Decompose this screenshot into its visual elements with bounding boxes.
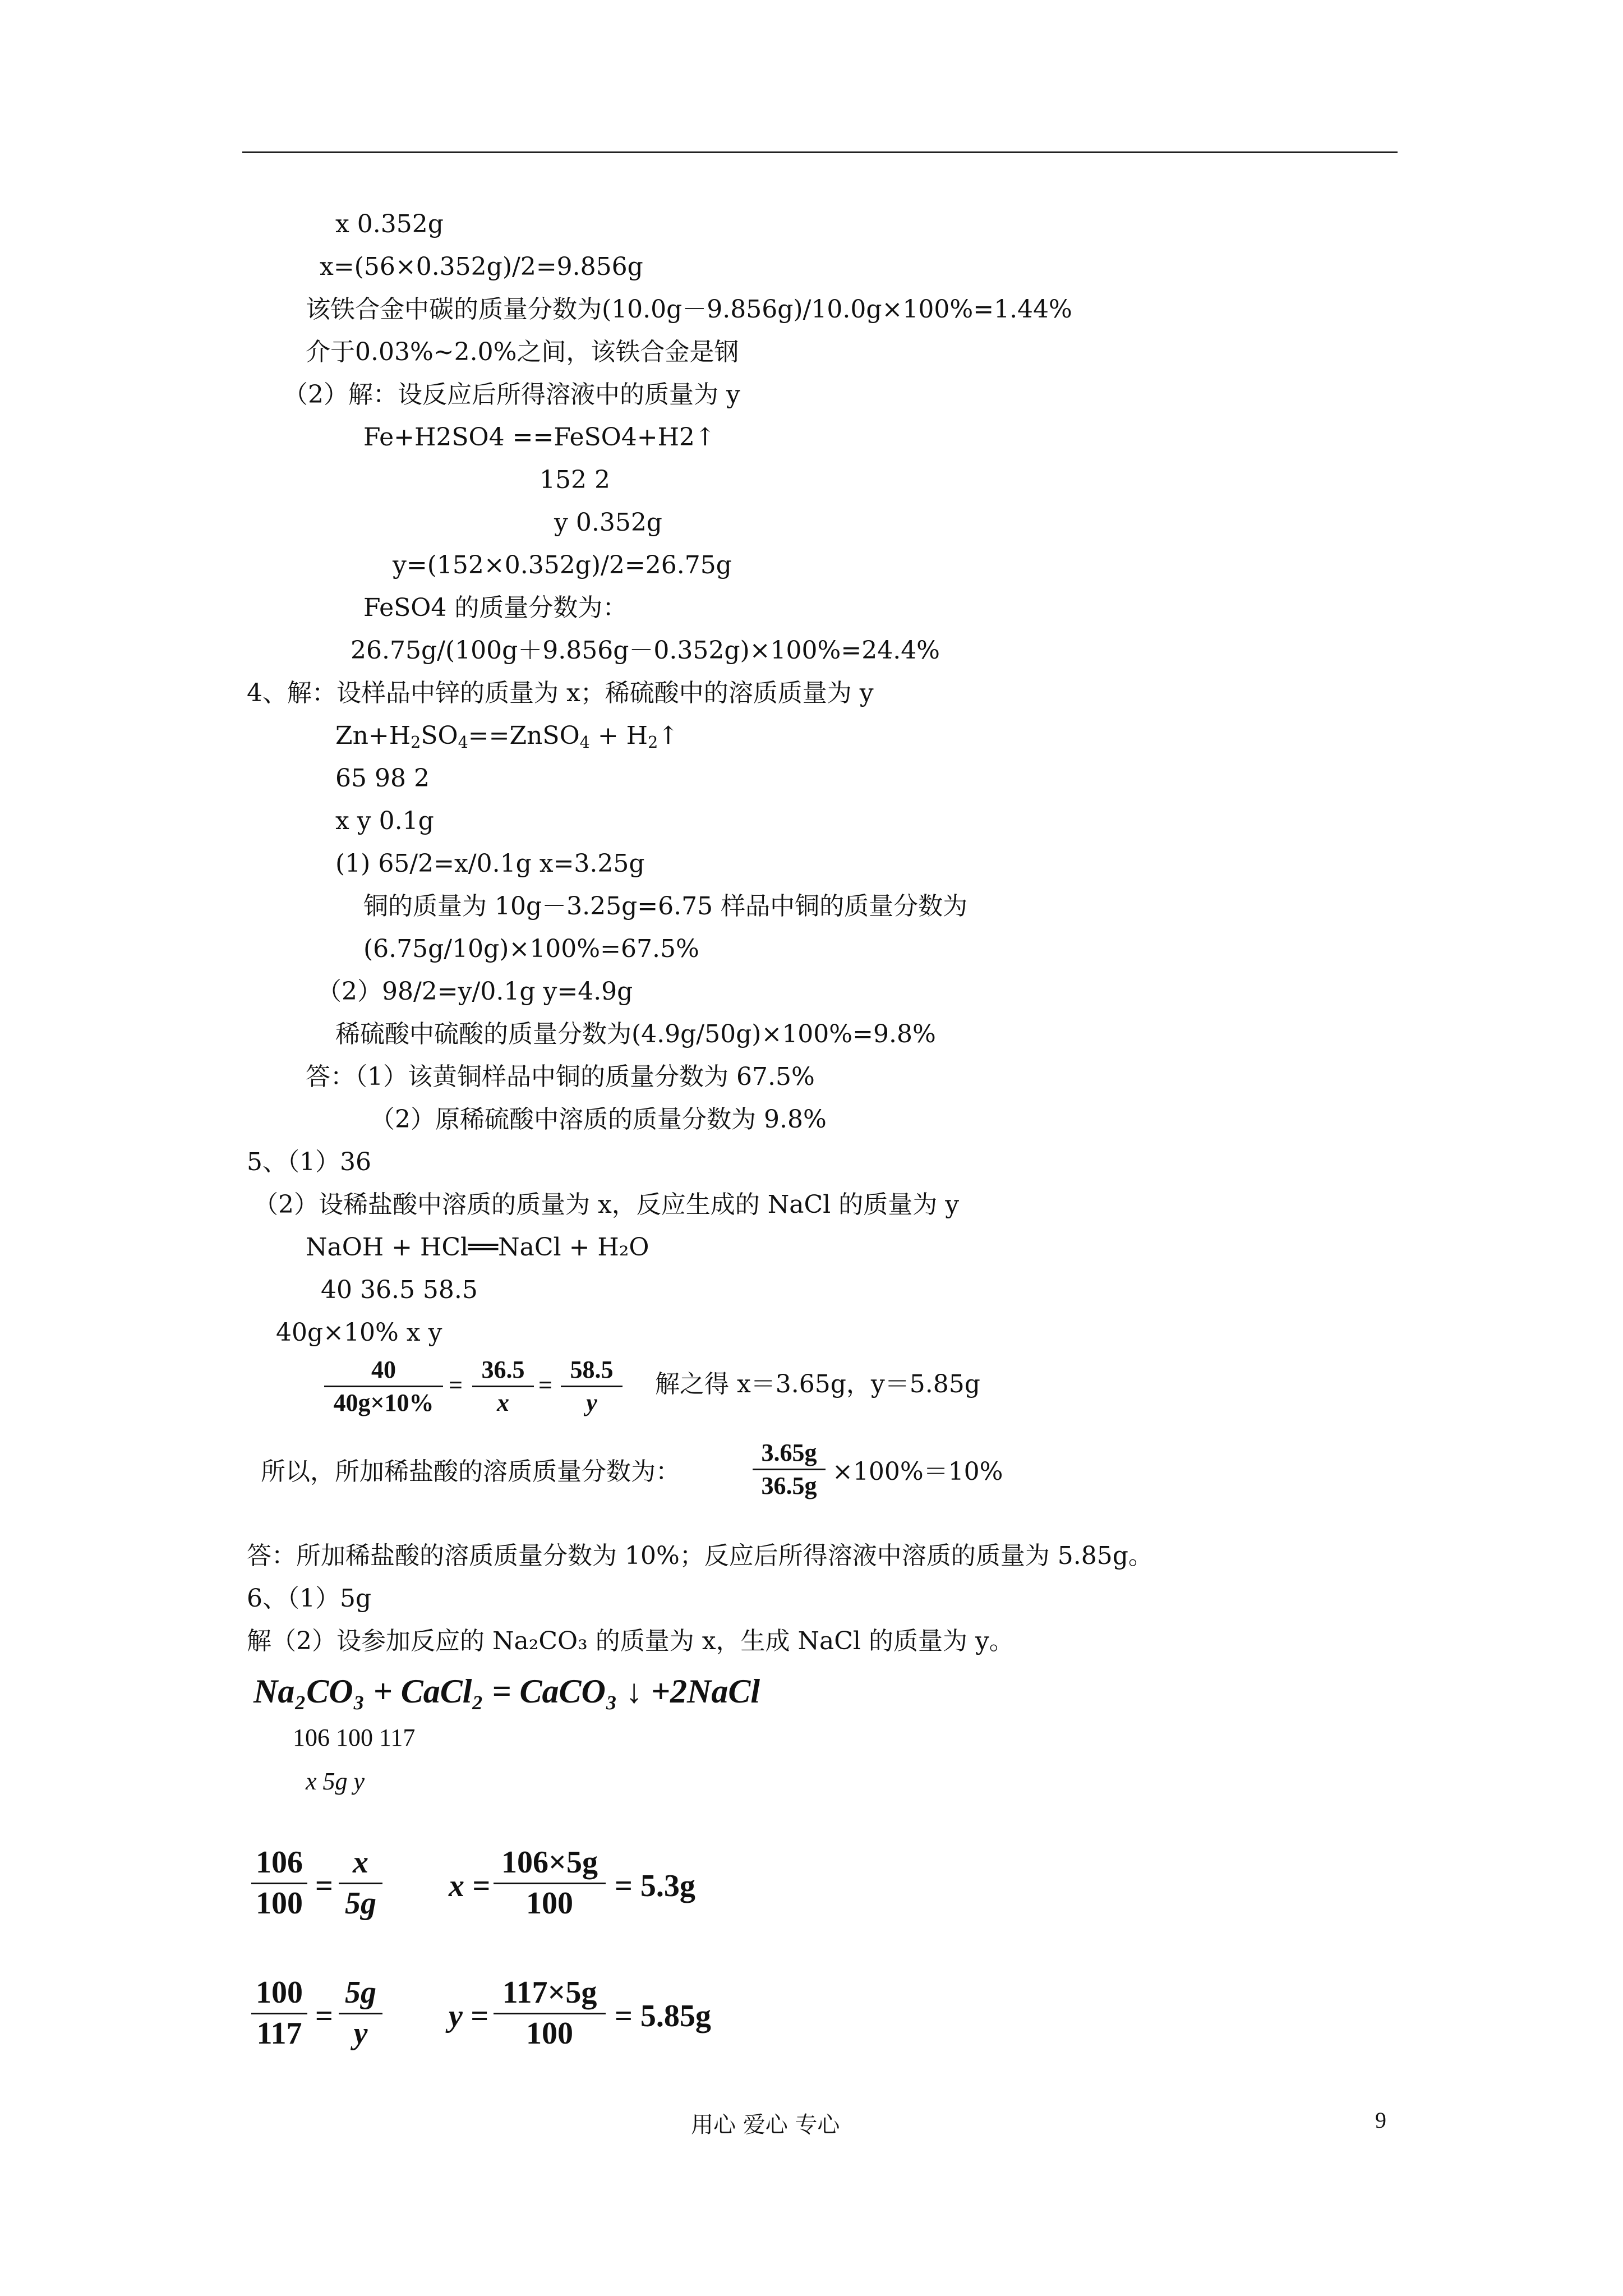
- text-line: x 0.352g: [335, 210, 444, 238]
- text-line: 稀硫酸中硫酸的质量分数为(4.9g/50g)×100%=9.8%: [335, 1020, 936, 1048]
- fraction: 106×5g 100: [494, 1846, 606, 1921]
- text-line: （2）设稀盐酸中溶质的质量为 x，反应生成的 NaCl 的质量为 y: [253, 1190, 960, 1219]
- text-line: 6、（1）5g: [247, 1584, 372, 1613]
- equals-sign: =: [538, 1372, 553, 1399]
- equation-na2co3: Na₂CO₃ + CaCl₂ = CaCO₃ ↓ +2NaCl: [253, 1673, 760, 1710]
- fraction: 5g y: [339, 1976, 382, 2051]
- text-line: （2）98/2=y/0.1g y=4.9g: [317, 977, 633, 1006]
- text-line: 所以，所加稀盐酸的溶质质量分数为：: [261, 1457, 680, 1486]
- text-line: NaOH + HCl══NaCl + H₂O: [306, 1233, 649, 1262]
- header-rule: [242, 151, 1398, 153]
- fraction: 100 117: [251, 1976, 307, 2051]
- text-line: x=(56×0.352g)/2=9.856g: [320, 252, 643, 281]
- footer-slogan: 用心 爱心 专心: [691, 2112, 840, 2138]
- text-line: 该铁合金中碳的质量分数为(10.0g－9.856g)/10.0g×100%=1.44%: [306, 295, 1072, 324]
- text-line: （2）解：设反应后所得溶液中的质量为 y: [283, 380, 740, 409]
- text-line: (6.75g/10g)×100%=67.5%: [363, 935, 699, 963]
- text-line: y 0.352g: [554, 508, 662, 537]
- text-line: x y 0.1g: [335, 807, 434, 835]
- fraction: 117×5g 100: [494, 1976, 606, 2051]
- fraction: 58.5 y: [561, 1356, 623, 1417]
- fraction: 40 40g×10%: [324, 1356, 443, 1417]
- fraction: 3.65g 36.5g: [753, 1439, 826, 1500]
- text-line: y=(152×0.352g)/2=26.75g: [393, 551, 732, 579]
- text-line: (1) 65/2=x/0.1g x=3.25g: [335, 849, 645, 878]
- text-line: 5、（1）36: [247, 1148, 371, 1176]
- fraction: 36.5 x: [472, 1356, 534, 1417]
- text-line: 40g×10% x y: [276, 1318, 442, 1347]
- text-line: 答：所加稀盐酸的溶质质量分数为 10%；反应后所得溶液中溶质的质量为 5.85g。: [247, 1542, 1153, 1570]
- text-line: x 5g y: [306, 1768, 365, 1795]
- text-line: 答：（1）该黄铜样品中铜的质量分数为 67.5%: [306, 1062, 815, 1091]
- text-line: 解（2）设参加反应的 Na₂CO₃ 的质量为 x，生成 NaCl 的质量为 y。: [247, 1627, 1014, 1655]
- text-line: FeSO4 的质量分数为：: [363, 593, 628, 622]
- text-line: 解之得 x＝3.65g，y＝5.85g: [655, 1370, 980, 1398]
- fraction: x 5g: [339, 1846, 382, 1921]
- equals-sign: =: [449, 1372, 463, 1399]
- equals-sign: =: [315, 1869, 333, 1903]
- equation-result: = 5.3g: [615, 1869, 695, 1903]
- text-line: 26.75g/(100g＋9.856g－0.352g)×100%=24.4%: [351, 636, 940, 665]
- text-line: 106 100 117: [293, 1724, 416, 1751]
- text-line: （2）原稀硫酸中溶质的质量分数为 9.8%: [370, 1105, 827, 1134]
- fraction: 106 100: [251, 1846, 307, 1921]
- equals-sign: =: [315, 1999, 333, 2033]
- text-line: 65 98 2: [335, 764, 430, 793]
- text-line: 4、解：设样品中锌的质量为 x；稀硫酸中的溶质质量为 y: [247, 679, 874, 707]
- text-line: 铜的质量为 10g－3.25g=6.75 样品中铜的质量分数为: [363, 892, 968, 921]
- text-line: 152 2: [540, 466, 610, 494]
- equation-lhs: x =: [449, 1869, 490, 1903]
- page-number: 9: [1375, 2108, 1386, 2133]
- equation-zn: $Zn+H_2SO_4==ZnSO_4$ + $H_2↑$: [335, 721, 679, 752]
- text-line: 介于0.03%~2.0%之间，该铁合金是钢: [306, 338, 739, 366]
- text-line: ×100%＝10%: [832, 1457, 1003, 1486]
- equation-result: = 5.85g: [615, 1999, 711, 2033]
- text-line: 40 36.5 58.5: [321, 1276, 478, 1304]
- equation-lhs: y =: [449, 1999, 488, 2033]
- text-line: Fe+H2SO4 ==FeSO4+H2↑: [363, 423, 716, 452]
